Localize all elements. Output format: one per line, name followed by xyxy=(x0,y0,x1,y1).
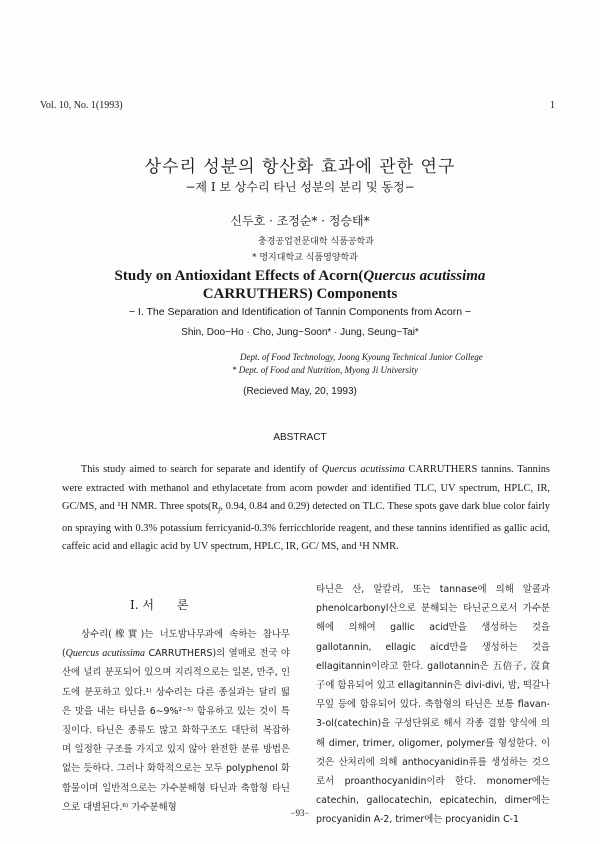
korean-title: 상수리 성분의 항산화 효과에 관한 연구 xyxy=(144,157,456,177)
intro-left-species: Quercus acutissima xyxy=(65,648,145,660)
intro-left-text-1: 상수리(橡實)는 너도밤나무과에 속하는 참나무 ( xyxy=(62,629,290,660)
intro-left-column xyxy=(62,625,290,817)
volume-info: Vol. 10, No. 1(1993) xyxy=(40,100,123,111)
abstract-rf-subscript: f xyxy=(218,506,221,515)
korean-affiliation-2: * 명지대학교 식품영양학과 xyxy=(252,253,358,263)
abstract-text-1: This study aimed to search for separate and identify of xyxy=(80,464,322,475)
abstract-body xyxy=(62,461,550,557)
intro-left-text-2: CARRUTHERS)의 열매로 전국 야산에 널리 분포되어 있으며 지리적으로는 일본, 만주, 인도에 분포하고 있다.¹⁾ 상수리는 다른 종실과는 달리 떫은 맛을 내는 타닌을 6∼9%²⁻⁵⁾ 함유하고 있는 것이 특징이다. 타닌은 종류도 많고 화학구조도 대단히 복잡하며 일정한 구조를 가지고 있지 않아 완전한 분류 방법은 없는 듯하다. 그러나 화학적으로는 모두 polyphenol 화합물이며 일반적으로는 가수분해형 타닌과 축합형 타닌으로 대별된다.⁶⁾ 가수분해형 xyxy=(62,648,290,813)
received-date: (Recieved May, 20, 1993) xyxy=(243,386,357,397)
abstract-species: Quercus acutissima xyxy=(321,464,405,475)
english-title-line-1 xyxy=(0,268,600,285)
korean-affiliation-1: 충경공업전문대학 식품공학과 xyxy=(258,237,374,247)
korean-authors: 신두호 · 조정순* · 정승태* xyxy=(230,214,370,228)
english-title-text: Study on Antioxidant Effects of Acorn( xyxy=(114,268,364,284)
abstract-text-2: CARRUTHERS tannins. Tannins were extracted with methanol and ethylacetate from acorn powder and identified TLC, UV spectrum, HPLC, IR, GC/MS, and ¹H NMR. Three spots(R xyxy=(62,464,550,512)
korean-subtitle: −제 I 보 상수리 타닌 성분의 분리 및 동정− xyxy=(185,180,415,194)
page-number: 1 xyxy=(550,100,555,111)
english-title-species: Quercus acutissima xyxy=(363,268,486,284)
english-subtitle: − I. The Separation and Identification of Tannin Components from Acorn − xyxy=(128,306,472,318)
abstract-rf-separator: , xyxy=(220,501,223,512)
abstract-text-3: 0.94, 0.84 and 0.29) detected on TLC. These spots gave dark blue color fairly on spraying with 0.3% potassium ferricyanid-0.3% ferricchloride reagent, and these tannins identified as gallic acid, caffeic acid and ellagic acid by UV spectrum, HPLC, IR, GC/ MS, and ¹H NMR. xyxy=(62,501,550,553)
intro-heading: I. 서 론 xyxy=(130,598,189,612)
intro-right-column: 타닌은 산, 알칼리, 또는 tannase에 의해 알콜과 phenolcarbonyl산으로 분해되는 타닌군으로서 가수분해에 의해여 gallic acid만을 생성하는 것을 gallotannin, ellagic aicd만을 생성하는 것을 ellagitannin이라고 한다. gallotannin은 五倍子, 沒食子에 함유되어 있고 ellagitannin은 divi-divi, 밤, 떡갈나무잎 등에 함유되어 있다. 축합형의 타닌은 보통 flavan-3-ol(catechin)을 구성단위로 해서 각종 결합 양식에 의해 dimer, trimer, oligomer, polymer를 형성한다. 이것은 산처리에 의해 anthocyanidin류를 생성하는 것으로서 proanthocyanidin이라 한다. monomer에는 catechin, gallocatechin, epicatechin, dimer에는 procyanidin A-2, trimer에는 procyanidin C-1 xyxy=(316,584,550,826)
page-footer: −93− xyxy=(290,808,310,818)
abstract-heading: ABSTRACT xyxy=(273,432,327,443)
english-affiliation-1: Dept. of Food Technology, Joong Kyoung Technical Junior College xyxy=(240,352,483,362)
english-authors: Shin, Doo−Ho · Cho, Jung−Soon* · Jung, Seung−Tai* xyxy=(181,327,419,338)
english-title-line-2: CARRUTHERS) Components xyxy=(202,286,398,302)
english-affiliation-2: * Dept. of Food and Nutrition, Myong Ji University xyxy=(232,365,418,375)
